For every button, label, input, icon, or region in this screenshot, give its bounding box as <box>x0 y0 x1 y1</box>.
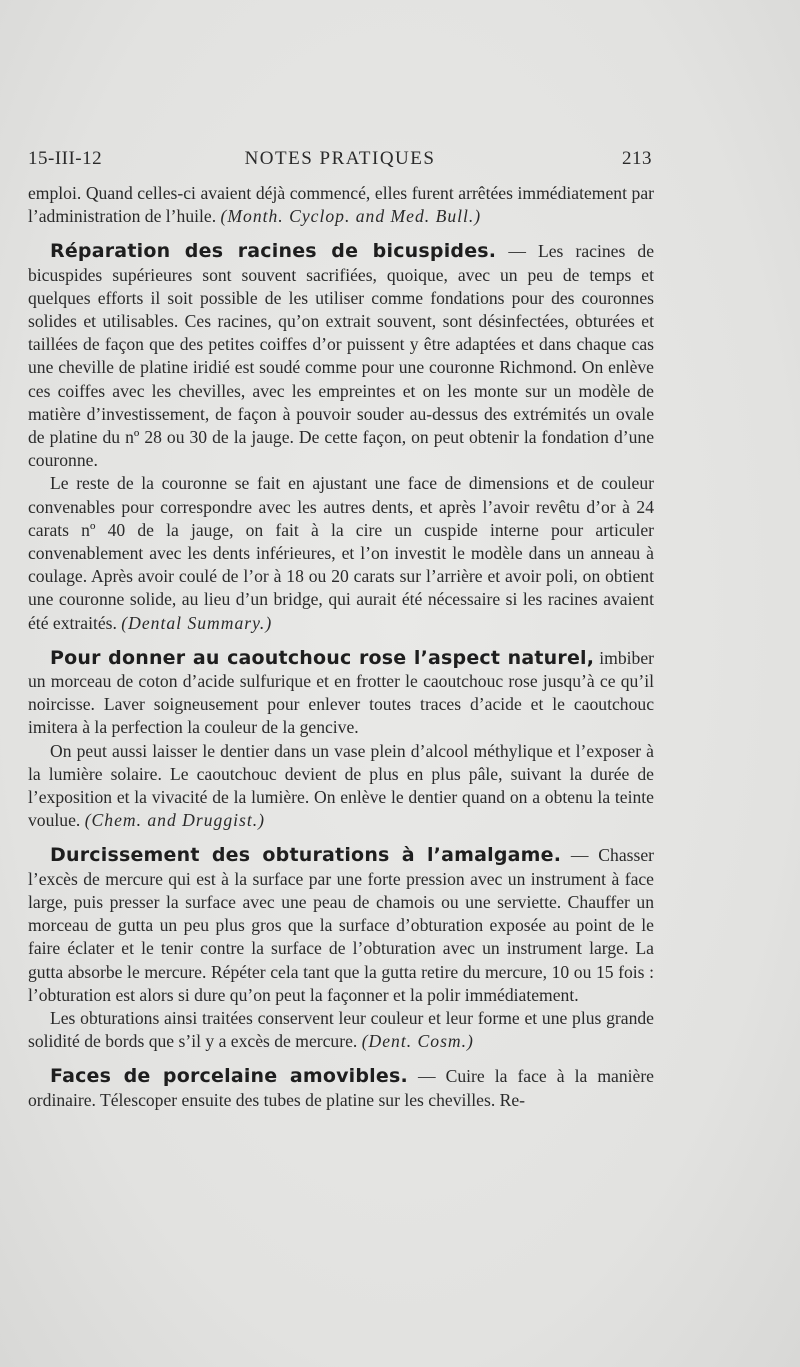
source-citation: (Dent. Cosm.) <box>361 1031 474 1052</box>
paragraph-obturations: Les obturations ainsi traitées conservent leur couleur et leur forme et une plus grande solidité de bords que s’il y a excès de mercure. (Dent. Cosm.) <box>28 1007 654 1052</box>
paragraph-alcool: On peut aussi laisser le dentier dans un vase plein d’alcool méthylique et l’exposer à la lumière solaire. Le caoutchouc devient de plus en plus pâle, suivant la durée de l’exposition et la vivacité de la lumière. On enlève le dentier quand on a obtenu la teinte voulue. (Chem. and Druggist.) <box>28 740 654 831</box>
section-amalgame: Durcissement des obturations à l’amalgame. — Chasser l’excès de mercure qui est à la surface par une forte pression avec un instrument à face large, puis presser la surface avec une peau de chamois ou une serviette. Chauffer un morceau de gutta un peu plus gros que la surface d’obturation exposée au point de le faire éclater et le tenir contre la surface de l’obturation avec un instrument large. La gutta absorbe le mercure. Répéter cela tant que la gutta retire du mercure, 10 ou 15 fois : l’obturation est alors si dure qu’on peut la façonner et la polir immédiatement. <box>28 844 654 1005</box>
volume-number: 15-III-12 <box>28 148 103 169</box>
paragraph-couronne: Le reste de la couronne se fait en ajustant une face de dimensions et de couleur convenables pour correspondre avec les autres dents, et après l’avoir revêtu d’or à 24 carats nº 40 de la jauge, on fait à la cire un cuspide interne pour articuler convenablement avec les dents inférieures, et l’on investit le modèle dans un anneau à coulage. Après avoir coulé de l’or à 18 ou 20 carats sur l’arrière et avoir poli, on obtient une couronne solide, au lieu d’un bridge, qui aurait été nécessaire si les racines avaient été extraités. (Dental Summary.) <box>28 473 654 633</box>
source-citation: (Month. Cyclop. and Med. Bull.) <box>220 206 482 227</box>
running-title: NOTES PRATIQUES <box>244 148 436 169</box>
paragraph-continuation: emploi. Quand celles-ci avaient déjà commencé, elles furent arrêtées immédiatement par l’administration de l’huile. (Month. Cyclop. and Med. Bull.) <box>28 183 654 227</box>
source-citation: (Dental Summary.) <box>121 612 273 633</box>
section-title: Durcissement des obturations à l’amalgame. <box>50 844 562 867</box>
page-number: 213 <box>622 148 652 169</box>
section-title: Réparation des racines de bicuspides. <box>50 240 497 263</box>
section-title: Faces de porcelaine amovibles. <box>50 1065 408 1088</box>
section-caoutchouc: Pour donner au caoutchouc rose l’aspect naturel, imbiber un morceau de coton d’acide sulfurique et en frotter le caoutchouc rose jusqu’à ce qu’il noircisse. Laver soigneusement pour enlever toutes traces d’acide et le caoutchouc imitera à la perfection la couleur de la gencive. <box>28 646 655 738</box>
running-header <box>28 148 652 174</box>
section-porcelaine: Faces de porcelaine amovibles. — Cuire la face à la manière ordinaire. Télescoper ensuite des tubes de platine sur les chevilles. Re- <box>28 1065 654 1110</box>
section-bicuspides: Réparation des racines de bicuspides. — Les racines de bicuspides supérieures sont souvent sacrifiées, quoique, avec un peu de temps et quelques efforts il soit possible de les utiliser comme fondations pour des couronnes solides et utilisables. Ces racines, qu’on extrait souvent, sont désinfectées, obturées et taillées de façon que des petites coiffes d’or puissent y être adaptées et dans chaque cas une cheville de platine iridié est soudé comme pour une couronne Richmond. On enlève ces coiffes avec les chevilles, avec les empreintes et on les monte sur un modèle de matière d’investissement, de façon à pouvoir souder au-dessus des extrémités un ovale de platine du nº 28 ou 30 de la jauge. De cette façon, on peut obtenir la fondation d’une couronne. <box>28 240 654 471</box>
article-body <box>28 182 654 1112</box>
section-title: Pour donner au caoutchouc rose l’aspect naturel, <box>50 646 595 669</box>
source-citation: (Chem. and Druggist.) <box>84 810 266 831</box>
